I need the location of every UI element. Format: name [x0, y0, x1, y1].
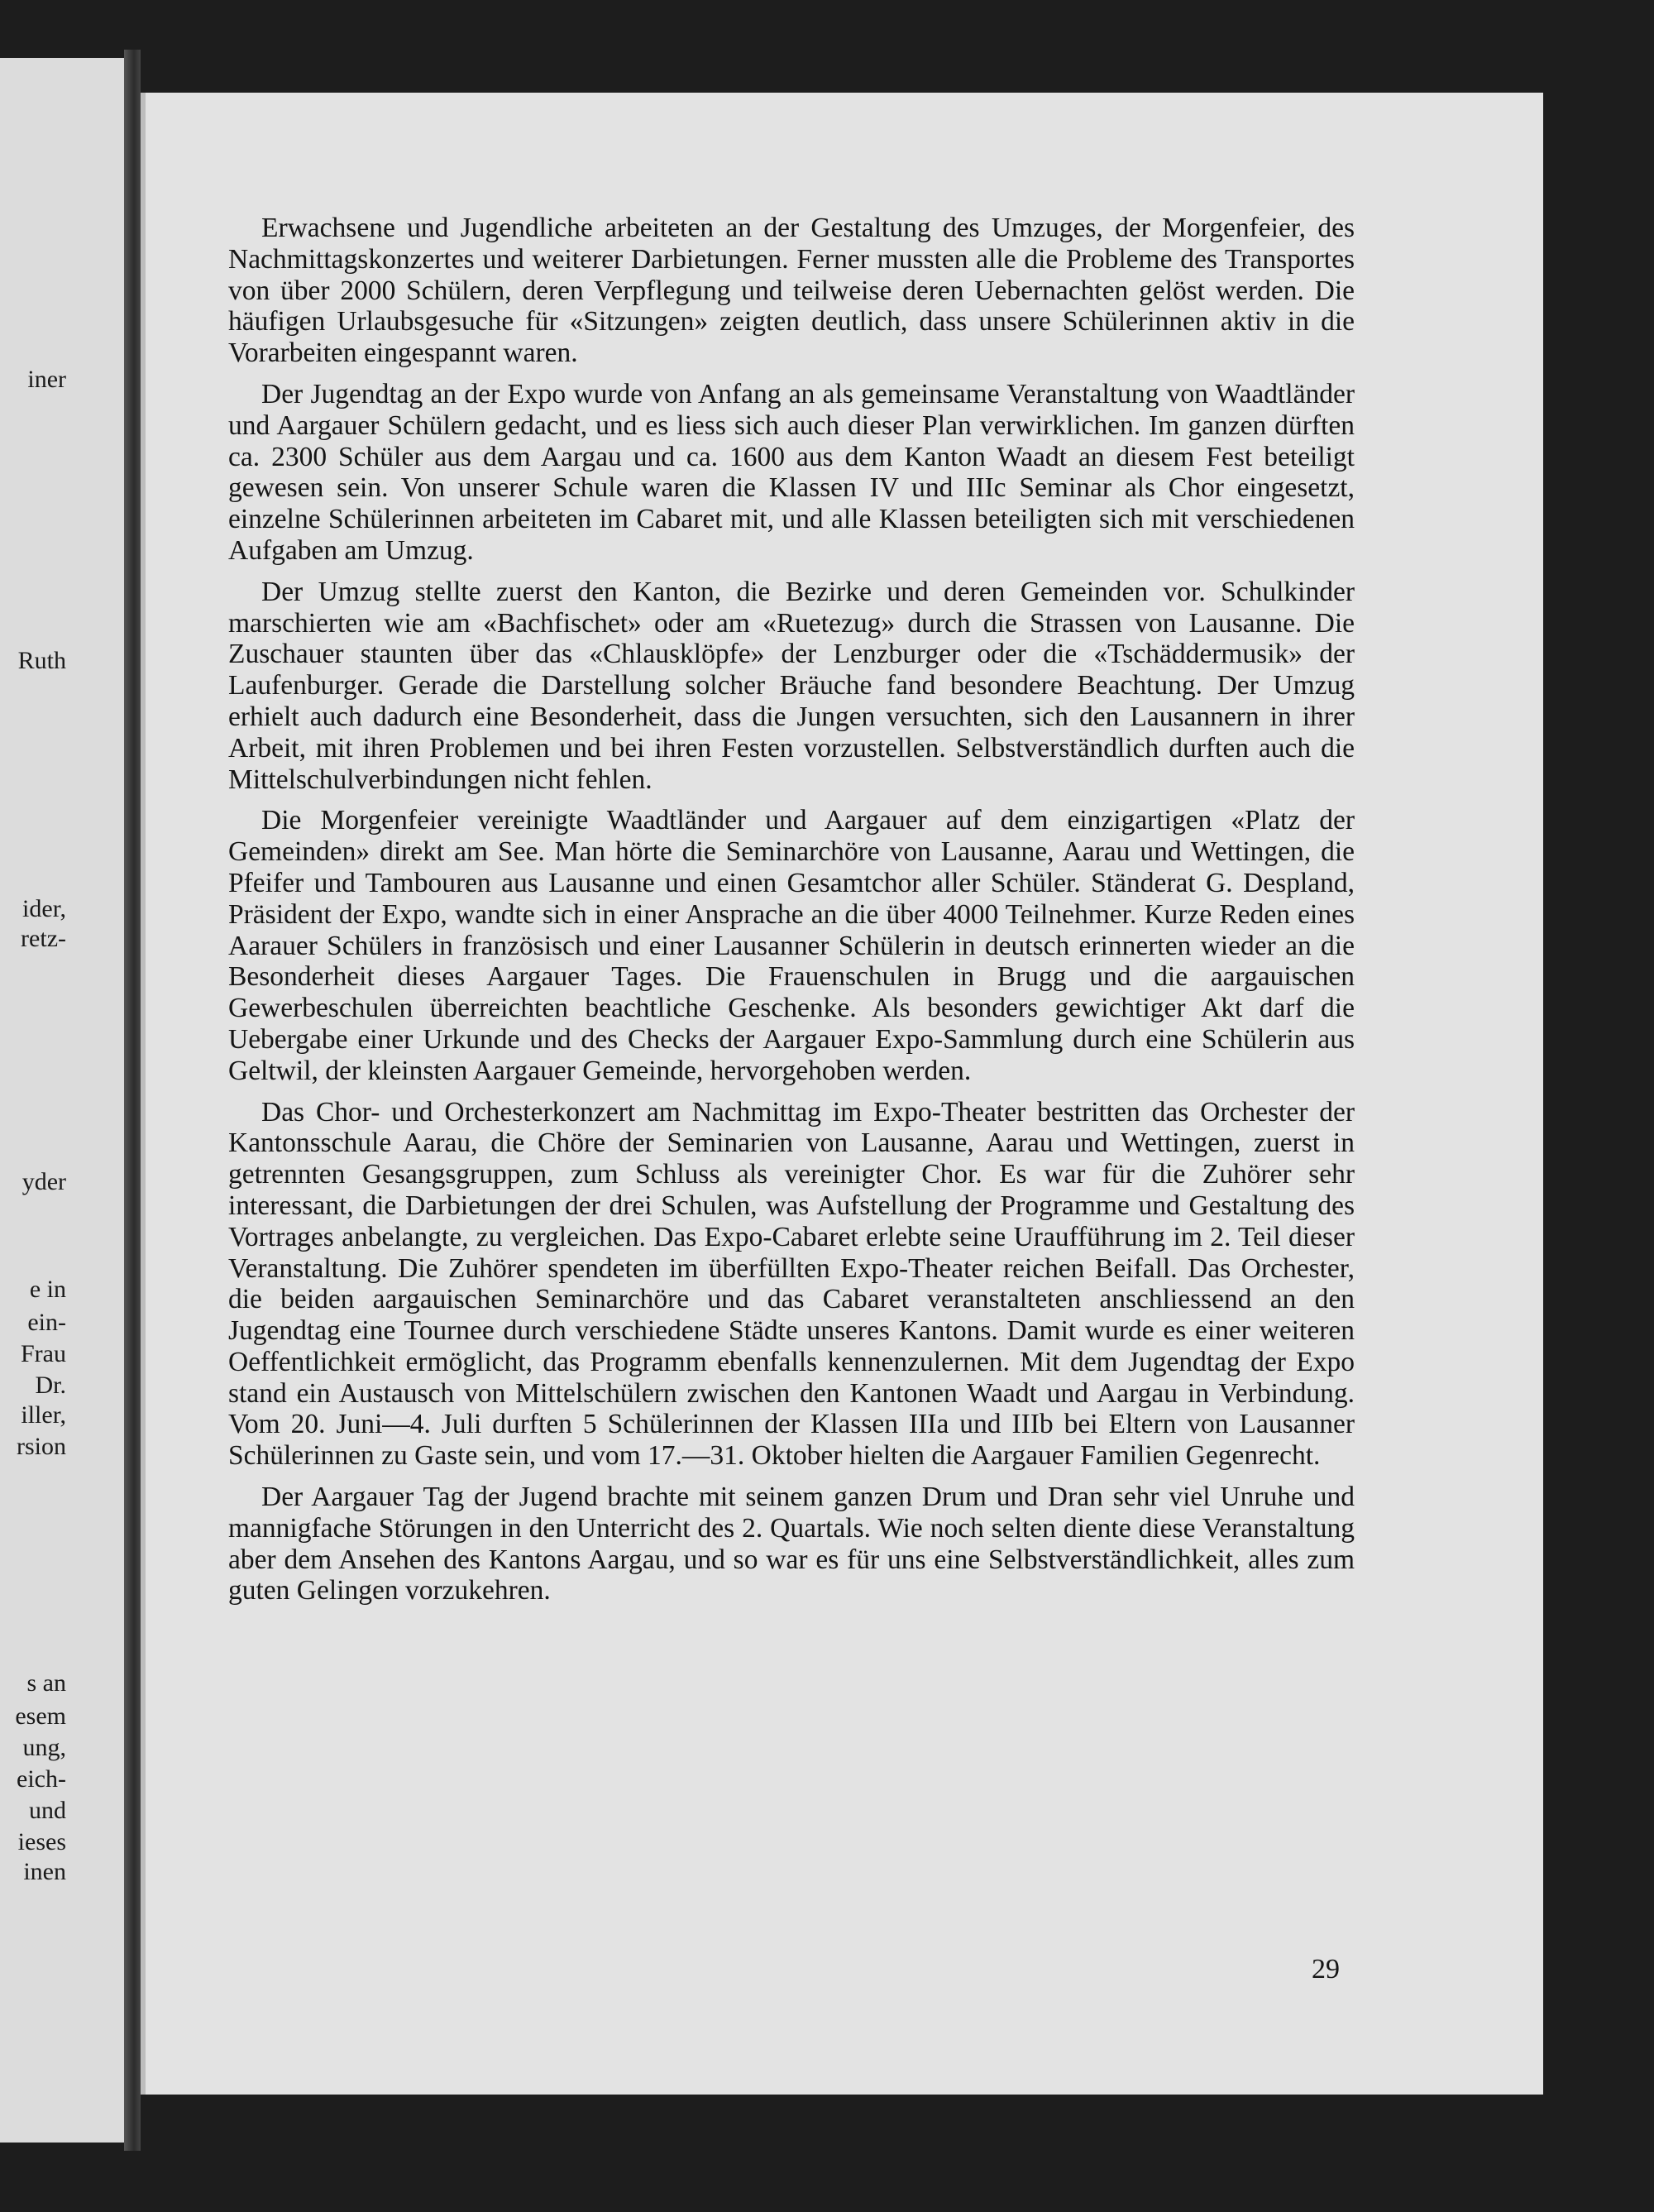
left-page-fragment: retz-	[21, 925, 66, 952]
page-number: 29	[1312, 1954, 1340, 1985]
left-page-fragment: iller,	[21, 1401, 66, 1429]
left-page-fragment: yder	[22, 1168, 66, 1195]
paragraph: Der Umzug stellte zuerst den Kanton, die Bezirke und deren Gemeinden vor. Schulkinder marschierten wie am «Bachfischet» oder am «Ruetezug» durch die Strassen von Lausanne. Die Zuschauer staunten über das «Chlausklöpfe» der Lenzburger oder die «Tschäddermusik» der Laufenburger. Gerade die Darstellung solcher Bräuche fand besondere Beachtung. Der Umzug erhielt auch dadurch eine Besonderheit, dass die Jungen versuchten, sich den Lausannern in ihrer Arbeit, mit ihren Problemen und bei ihren Festen vorzustellen. Selbstverständlich durften auch die Mittelschulverbindungen nicht fehlen.	[228, 576, 1355, 795]
paragraph: Der Jugendtag an der Expo wurde von Anfang an als gemeinsame Veranstaltung von Waadtländer und Aargauer Schülern gedacht, und es liess sich auch dieser Plan verwirklichen. Im ganzen dürften ca. 2300 Schüler aus dem Aargau und ca. 1600 aus dem Kanton Waadt an diesem Fest beteiligt gewesen sein. Von unserer Schule waren die Klassen IV und IIIc Seminar als Chor eingesetzt, einzelne Schülerinnen arbeiteten im Cabaret mit, und alle Klassen beteiligten sich mit verschiedenen Aufgaben am Umzug.	[228, 378, 1355, 566]
left-page-fragment: eich-	[17, 1765, 66, 1793]
left-page-fragment: iner	[27, 366, 66, 393]
paragraph: Die Morgenfeier vereinigte Waadtländer und Aargauer auf dem einzigartigen «Platz der Gemeinden» direkt am See. Man hörte die Seminarchöre von Lausanne, Aarau und Wettingen, die Pfeifer und Tambouren aus Lausanne und einen Gesamtchor aller Schüler. Ständerat G. Despland, Präsident der Expo, wandte sich in einer Ansprache an die über 4000 Teilnehmer. Kurze Reden eines Aarauer Schülers in französisch und einer Lausanner Schülerin in deutsch erinnerten wieder an die Besonderheit dieses Aargauer Tages. Die Frauenschulen in Brugg und die aargauischen Gewerbeschulen überreichten beachtliche Geschenke. Als besonders gewichtiger Akt darf die Uebergabe einer Urkunde und des Checks der Aargauer Expo-Sammlung durch eine Schülerin aus Geltwil, der kleinsten Aargauer Gemeinde, hervorgehoben werden.	[228, 805, 1355, 1086]
paragraph: Das Chor- und Orchesterkonzert am Nachmittag im Expo-Theater bestritten das Orchester der Kantonsschule Aarau, die Chöre der Seminarien von Lausanne, Aarau und Wettingen, zuerst in getrennten Gesangsgruppen, zum Schluss als vereinigter Chor. Es war für die Zuhörer sehr interessant, die Darbietungen der drei Schulen, was Aufstellung der Programme und Gestaltung des Vortrages anbelangte, zu vergleichen. Das Expo-Cabaret erlebte seine Uraufführung im 2. Teil dieser Veranstaltung. Die Zuhörer spendeten im überfüllten Expo-Theater reichen Beifall. Das Orchester, die beiden aargauischen Seminarchöre und das Cabaret veranstalteten anschliessend an den Jugendtag eine Tournee durch verschiedene Städte unseres Kantons. Damit wurde es einer weiteren Oeffentlichkeit ermöglicht, das Programm ebenfalls kennenzulernen. Mit dem Jugendtag der Expo stand ein Austausch von Mittelschülern zwischen den Kantonen Waadt und Aargau in Verbindung. Vom 20. Juni—4. Juli durften 5 Schülerinnen der Klassen IIIa und IIIb bei Eltern von Lausanner Schülerinnen zu Gaste sein, und vom 17.—31. Oktober hielten die Aargauer Familien Gegenrecht.	[228, 1096, 1355, 1472]
left-page-fragment: und	[29, 1797, 66, 1824]
left-page-fragment: ung,	[22, 1734, 66, 1761]
left-page-fragment: Frau	[21, 1340, 66, 1367]
book-gutter	[124, 50, 141, 2151]
paragraph: Erwachsene und Jugendliche arbeiteten an der Gestaltung des Umzuges, der Morgenfeier, des Nachmittagskonzertes und weiterer Darbietungen. Ferner mussten alle die Probleme des Transportes von über 2000 Schülern, deren Verpflegung und teilweise deren Uebernachten gelöst werden. Die häufigen Urlaubsgesuche für «Sitzungen» zeigten deutlich, dass unsere Schülerinnen aktiv in die Vorarbeiten eingespannt waren.	[228, 213, 1355, 369]
left-page-fragment: ider,	[22, 895, 66, 922]
left-page-fragment: esem	[15, 1702, 66, 1730]
left-page-fragment: inen	[23, 1858, 66, 1885]
left-page-fragment: rsion	[17, 1433, 66, 1460]
paragraph: Der Aargauer Tag der Jugend brachte mit seinem ganzen Drum und Dran sehr viel Unruhe und mannigfache Störungen in den Unterricht des 2. Quartals. Wie noch selten diente diese Veranstaltung aber dem Ansehen des Kantons Aargau, und so war es für uns eine Selbstverständlichkeit, alles zum guten Gelingen vorzukehren.	[228, 1482, 1355, 1606]
left-page-fragment: ieses	[17, 1828, 66, 1855]
left-page-fragment: e in	[29, 1276, 66, 1303]
left-page-fragment: ein-	[27, 1309, 66, 1336]
left-page-fragment: s an	[26, 1669, 66, 1697]
document-page	[141, 93, 1543, 2095]
left-page-fragment: Ruth	[17, 647, 66, 674]
left-page-edge	[0, 58, 129, 2143]
body-text	[228, 213, 1355, 1616]
left-page-fragment: Dr.	[35, 1372, 66, 1399]
